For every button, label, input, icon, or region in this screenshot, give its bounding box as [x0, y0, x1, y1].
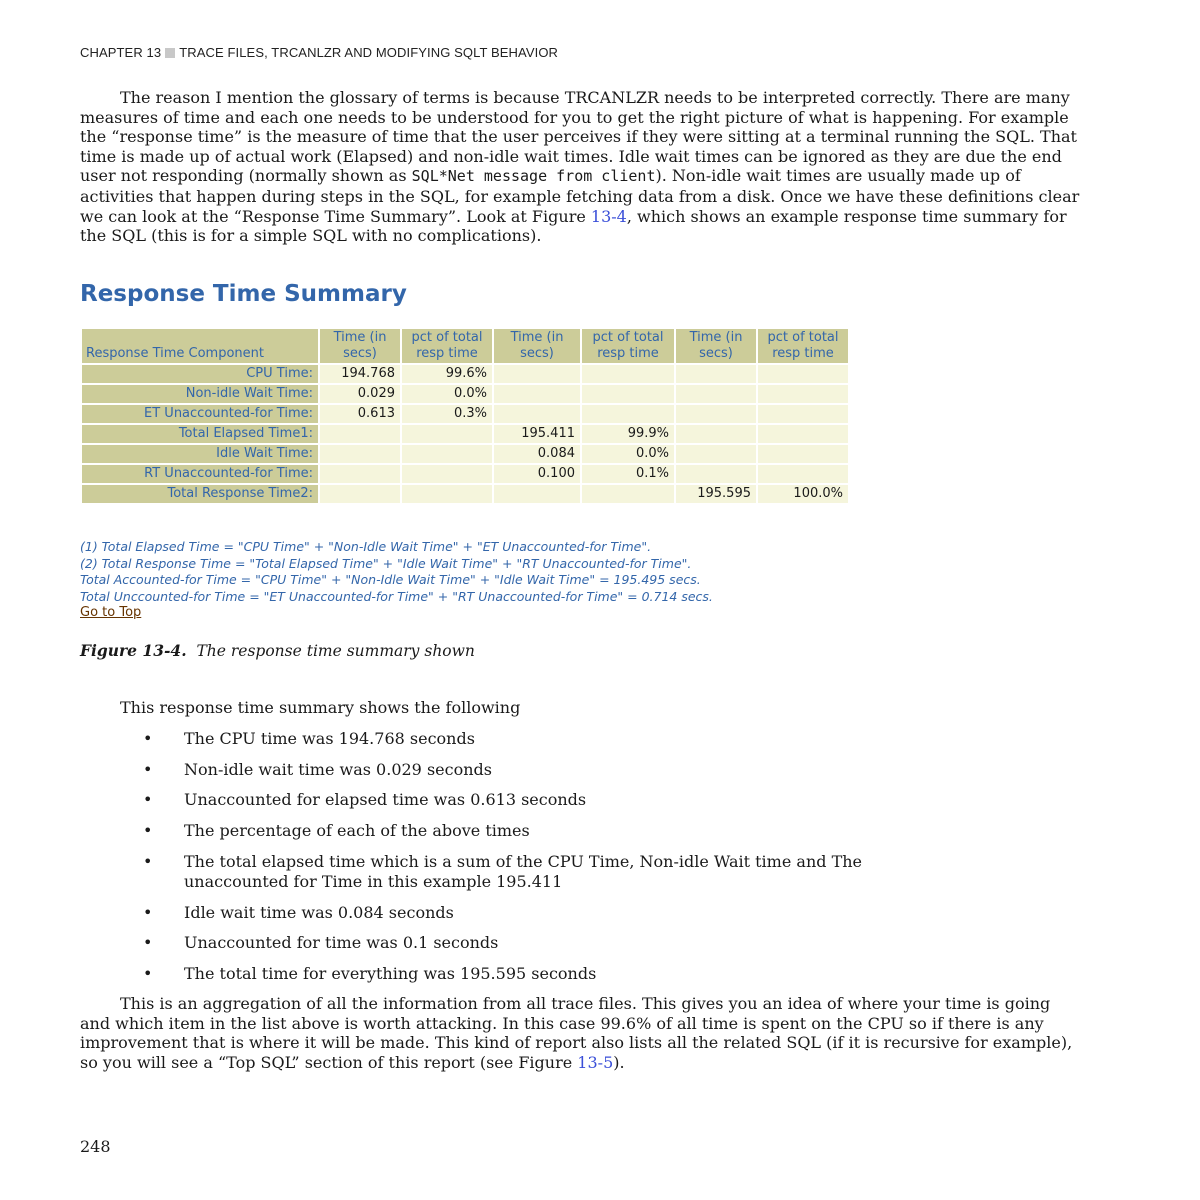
table-row [82, 365, 848, 383]
response-time-summary-title: Response Time Summary [80, 281, 407, 307]
cell: 194.768 [320, 365, 400, 383]
row-label: Total Response Time2: [82, 485, 318, 503]
figure-caption [80, 641, 475, 660]
cell [758, 465, 848, 483]
figure-caption-text: The response time summary shown [196, 642, 475, 660]
row-label: RT Unaccounted-for Time: [82, 465, 318, 483]
cell [402, 425, 492, 443]
figure-label: Figure 13-4. [80, 641, 187, 660]
row-label: Idle Wait Time: [82, 445, 318, 463]
note: Total Unccounted-for Time = "ET Unaccounted-for Time" + "RT Unaccounted-for Time" = 0.714 secs. [80, 588, 713, 604]
cell [676, 385, 756, 403]
cell [758, 385, 848, 403]
table-row [82, 445, 848, 463]
table-row [82, 425, 848, 443]
cell [402, 465, 492, 483]
col-header-time: Time (in secs) [676, 329, 756, 363]
cell [494, 365, 580, 383]
cell [320, 425, 400, 443]
row-label: ET Unaccounted-for Time: [82, 405, 318, 423]
intro-paragraph: The reason I mention the glossary of terms is because TRCANLZR needs to be interpreted correctly. There are many measures of time and each one needs to be understood for you to get the right picture of what is happening. For example the “response time” is the measure of time that the user perceives if they were sitting at a terminal running the SQL. That time is made up of actual work (Elapsed) and non-idle wait times. Idle wait times can be ignored as they are due the end user not responding (normally shown as SQL*Net message from client). Non-idle wait times are usually made up of activities that happen during steps in the SQL, for example fetching data from a disk. Once we have these definitions clear we can look at the “Response Time Summary”. Look at Figure 13-4, which shows an example response time summary for the SQL (this is for a simple SQL with no complications). [80, 88, 1080, 246]
note: (1) Total Elapsed Time = "CPU Time" + "Non-Idle Wait Time" + "ET Unaccounted-for Time". [80, 539, 652, 554]
col-header-pct: pct of total resp time [582, 329, 674, 363]
note: Total Accounted-for Time = "CPU Time" + "Non-Idle Wait Time" + "Idle Wait Time" = 195.495 secs. [80, 572, 701, 587]
table-row [82, 385, 848, 403]
row-label: CPU Time: [82, 365, 318, 383]
cell [582, 485, 674, 503]
table-notes [80, 539, 713, 605]
cell: 100.0% [758, 485, 848, 503]
figure-link-13-4[interactable]: 13-4 [590, 206, 627, 226]
chapter-label: CHAPTER 13 [80, 45, 162, 60]
list-intro: This response time summary shows the following [120, 698, 521, 717]
cell: 195.411 [494, 425, 580, 443]
cell [320, 465, 400, 483]
col-header-component: Response Time Component [82, 329, 318, 363]
col-header-time: Time (in secs) [494, 329, 580, 363]
figure-link-13-5[interactable]: 13-5 [577, 1052, 614, 1072]
go-to-top-link[interactable]: Go to Top [80, 605, 142, 620]
cell: 0.0% [402, 385, 492, 403]
cell: 0.1% [582, 465, 674, 483]
cell: 0.613 [320, 405, 400, 423]
table-row [82, 465, 848, 483]
cell: 99.6% [402, 365, 492, 383]
cell: 0.084 [494, 445, 580, 463]
cell [402, 485, 492, 503]
col-header-time: Time (in secs) [320, 329, 400, 363]
cell: 0.0% [582, 445, 674, 463]
running-header [80, 45, 558, 60]
cell [320, 485, 400, 503]
cell [494, 385, 580, 403]
cell [494, 405, 580, 423]
cell: 0.100 [494, 465, 580, 483]
cell [676, 405, 756, 423]
cell [402, 445, 492, 463]
cell [320, 445, 400, 463]
cell [676, 365, 756, 383]
cell [494, 485, 580, 503]
closing-paragraph: This is an aggregation of all the information from all trace files. This gives you an idea of where your time is going and which item in the list above is worth attacking. In this case 99.6% of all time is spent on the CPU so if there is any improvement that is where it will be made. This kind of report also lists all the related SQL (if it is recursive for example), so you will see a “Top SQL” section of this report (see Figure 13-5). [80, 994, 1073, 1072]
row-label: Non-idle Wait Time: [82, 385, 318, 403]
header-separator [165, 48, 175, 58]
page-number: 248 [80, 1137, 111, 1156]
col-header-pct: pct of total resp time [402, 329, 492, 363]
cell [758, 365, 848, 383]
table-row [82, 485, 848, 503]
row-label: Total Elapsed Time1: [82, 425, 318, 443]
cell [582, 405, 674, 423]
table-header-row [82, 329, 848, 363]
cell [758, 425, 848, 443]
response-time-table [80, 327, 850, 505]
cell [582, 365, 674, 383]
cell [676, 425, 756, 443]
cell [676, 445, 756, 463]
code-snippet: SQL*Net message from client [411, 167, 656, 186]
note: (2) Total Response Time = "Total Elapsed Time" + "Idle Wait Time" + "RT Unaccounted-for Time". [80, 555, 692, 571]
table-row [82, 405, 848, 423]
chapter-title: TRACE FILES, TRCANLZR AND MODIFYING SQLT BEHAVIOR [179, 45, 559, 60]
cell [758, 445, 848, 463]
cell [582, 385, 674, 403]
col-header-pct: pct of total resp time [758, 329, 848, 363]
cell [676, 465, 756, 483]
cell: 0.3% [402, 405, 492, 423]
cell [758, 405, 848, 423]
cell: 195.595 [676, 485, 756, 503]
cell: 0.029 [320, 385, 400, 403]
cell: 99.9% [582, 425, 674, 443]
